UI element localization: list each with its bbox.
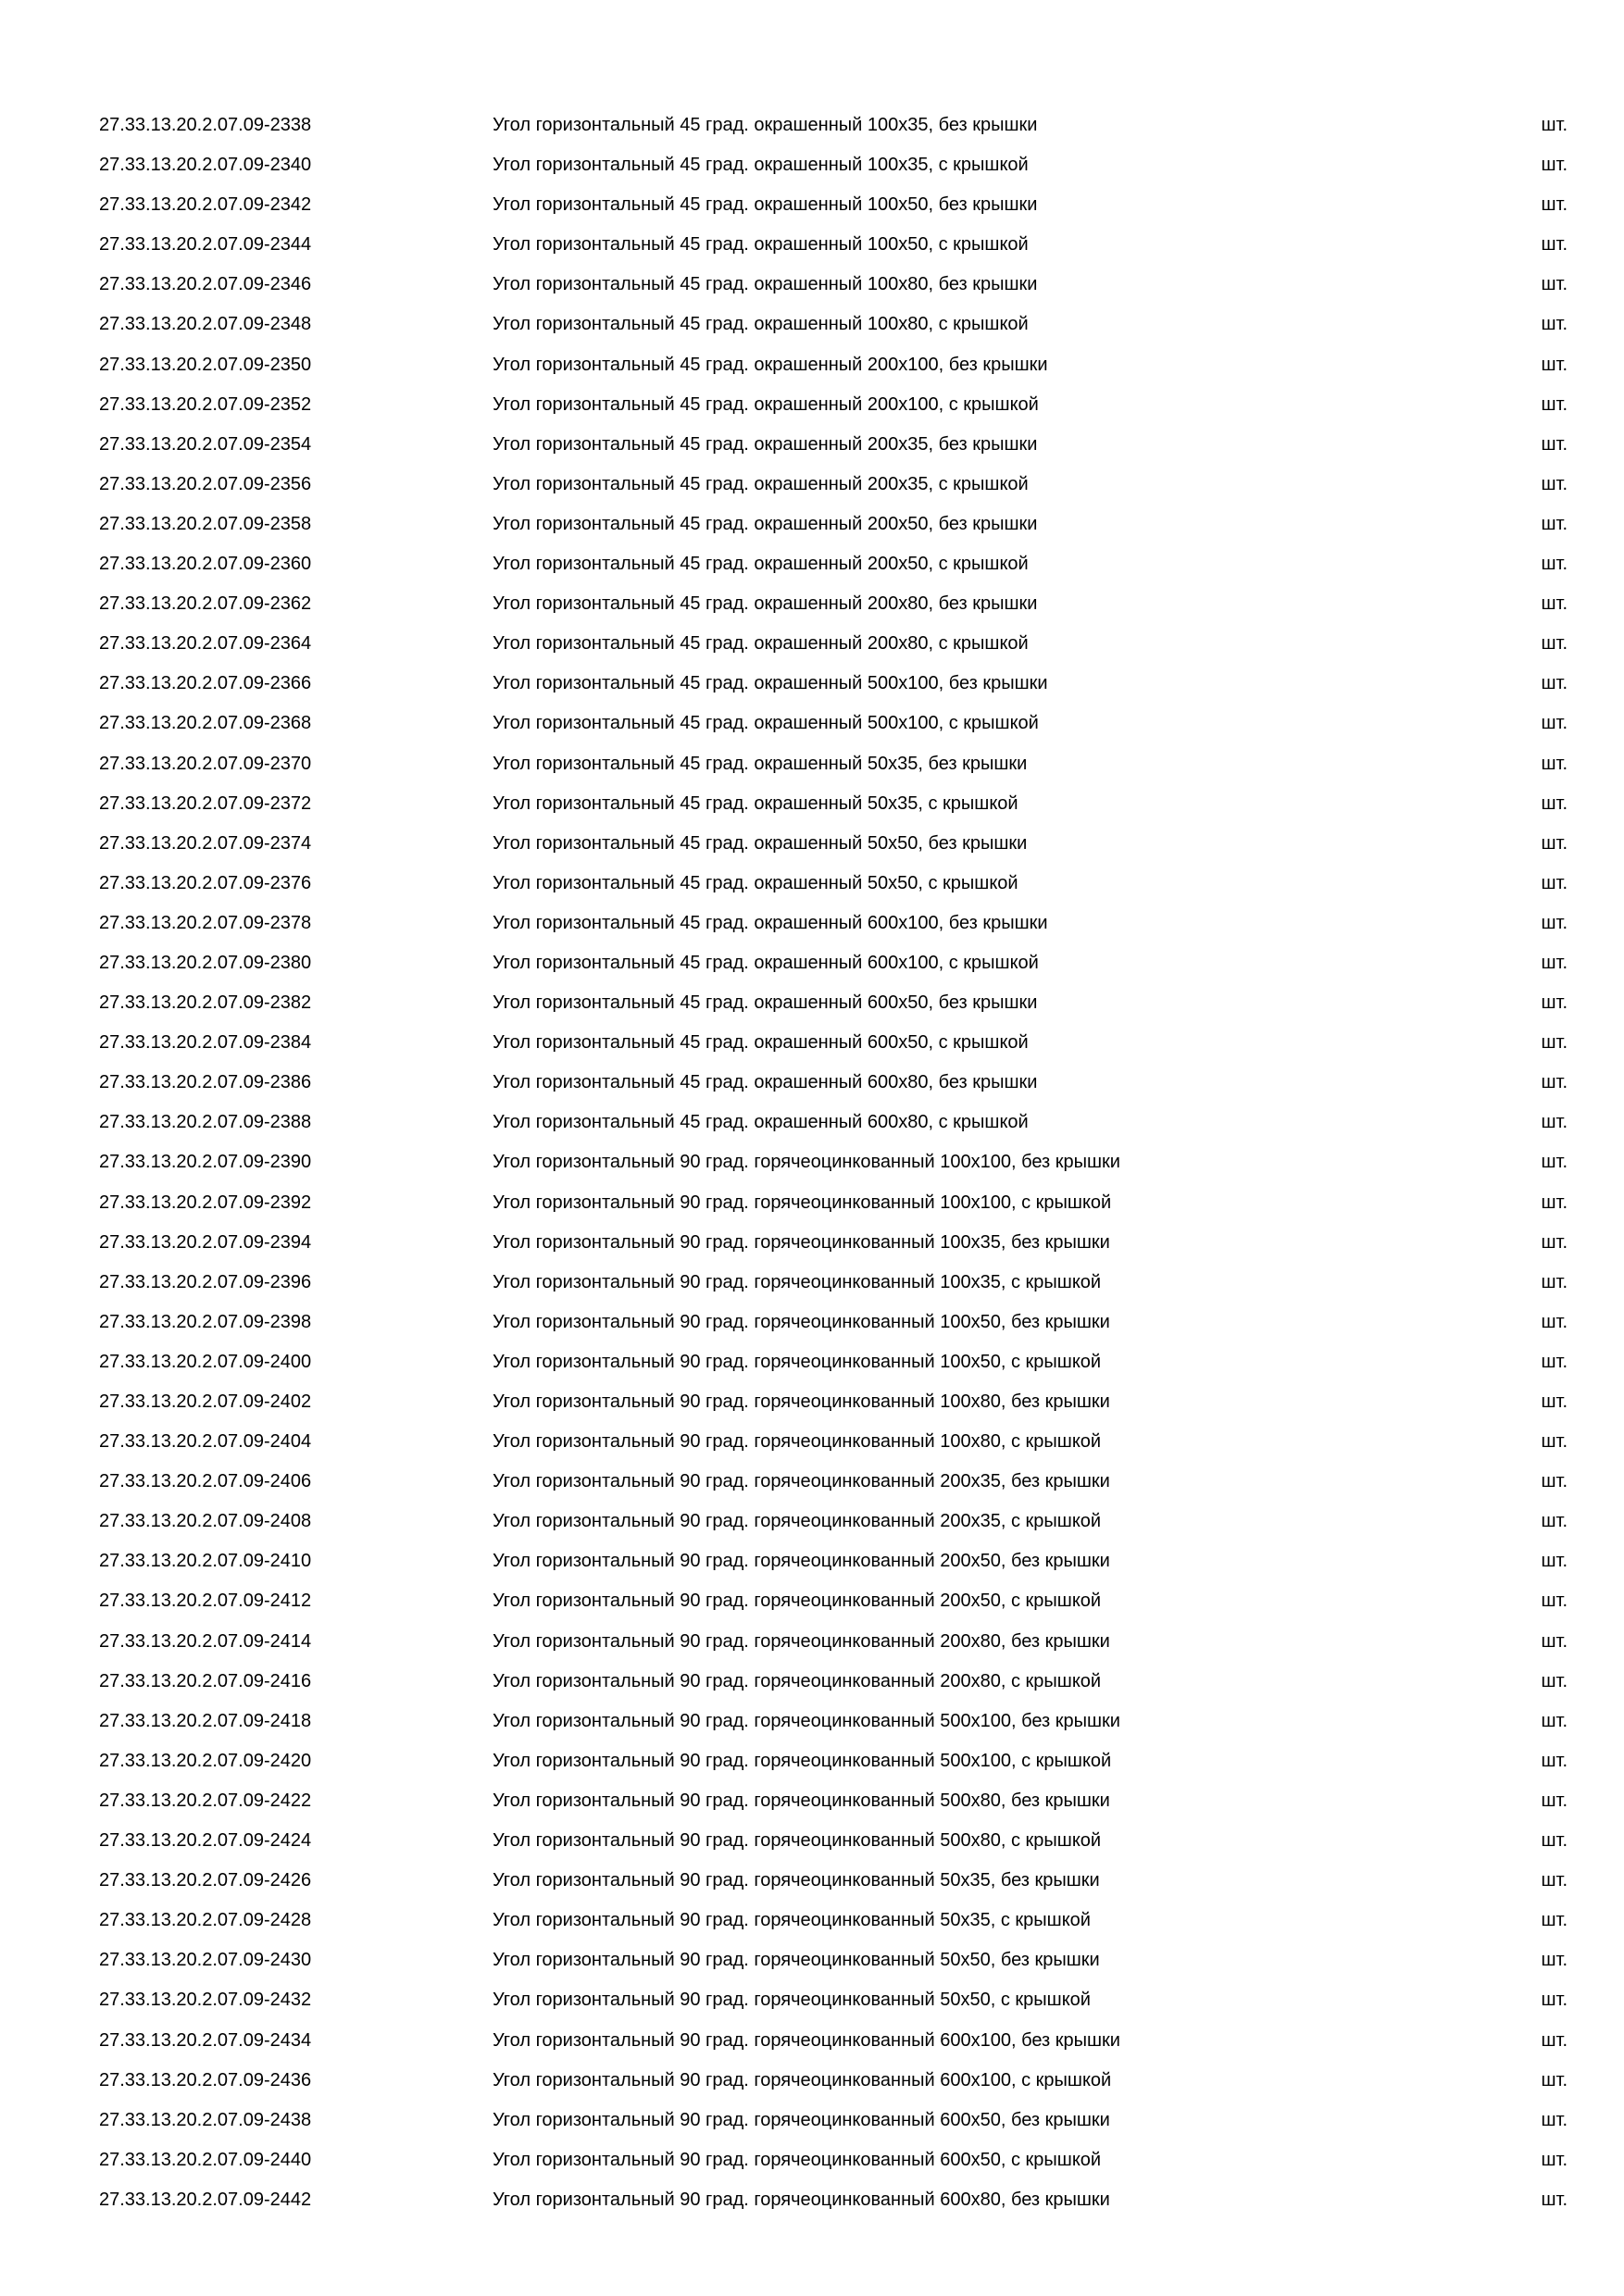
- item-name: Угол горизонтальный 90 град. горячеоцинкованный 600х50, с крышкой: [493, 2149, 1102, 2170]
- item-code: 27.33.13.20.2.07.09-2350: [99, 354, 312, 375]
- item-code: 27.33.13.20.2.07.09-2366: [99, 673, 312, 694]
- item-unit: шт.: [1541, 2189, 1568, 2210]
- item-code: 27.33.13.20.2.07.09-2360: [99, 554, 312, 575]
- item-unit: шт.: [1541, 1431, 1568, 1453]
- list-item: [0, 1462, 1624, 1502]
- item-name: Угол горизонтальный 90 град. горячеоцинкованный 100х50, с крышкой: [493, 1351, 1102, 1372]
- item-unit: шт.: [1541, 1710, 1568, 1731]
- item-code: 27.33.13.20.2.07.09-2364: [99, 633, 312, 655]
- item-unit: шт.: [1541, 2069, 1568, 2090]
- list-item: [0, 1901, 1624, 1940]
- item-name: Угол горизонтальный 45 град. окрашенный 100х50, с крышкой: [493, 234, 1029, 256]
- item-name: Угол горизонтальный 90 град. горячеоцинкованный 500х80, без крышки: [493, 1790, 1110, 1811]
- item-unit: шт.: [1541, 1670, 1568, 1691]
- item-code: 27.33.13.20.2.07.09-2346: [99, 274, 312, 295]
- item-name: Угол горизонтальный 45 град. окрашенный 200х100, без крышки: [493, 354, 1048, 375]
- list-item: [0, 185, 1624, 225]
- item-name: Угол горизонтальный 45 град. окрашенный 500х100, с крышкой: [493, 713, 1039, 734]
- list-item: [0, 106, 1624, 145]
- list-item: [0, 1541, 1624, 1581]
- item-unit: шт.: [1541, 314, 1568, 335]
- list-item: [0, 784, 1624, 824]
- item-unit: шт.: [1541, 593, 1568, 615]
- item-code: 27.33.13.20.2.07.09-2394: [99, 1231, 312, 1253]
- item-unit: шт.: [1541, 1231, 1568, 1253]
- item-code: 27.33.13.20.2.07.09-2418: [99, 1710, 312, 1731]
- item-unit: шт.: [1541, 1551, 1568, 1572]
- item-code: 27.33.13.20.2.07.09-2340: [99, 155, 312, 176]
- item-name: Угол горизонтальный 45 град. окрашенный 100х80, с крышкой: [493, 314, 1029, 335]
- item-unit: шт.: [1541, 1311, 1568, 1332]
- item-name: Угол горизонтальный 45 град. окрашенный 50х50, с крышкой: [493, 872, 1018, 893]
- item-unit: шт.: [1541, 1271, 1568, 1292]
- list-item: [0, 225, 1624, 265]
- item-unit: шт.: [1541, 1950, 1568, 1971]
- item-name: Угол горизонтальный 45 град. окрашенный 200х35, без крышки: [493, 433, 1038, 455]
- item-code: 27.33.13.20.2.07.09-2398: [99, 1311, 312, 1332]
- item-unit: шт.: [1541, 194, 1568, 216]
- list-item: [0, 505, 1624, 544]
- item-unit: шт.: [1541, 1630, 1568, 1652]
- list-item: [0, 824, 1624, 864]
- item-code: 27.33.13.20.2.07.09-2386: [99, 1072, 312, 1093]
- item-code: 27.33.13.20.2.07.09-2410: [99, 1551, 312, 1572]
- list-item: [0, 1382, 1624, 1422]
- list-item: [0, 704, 1624, 743]
- item-name: Угол горизонтальный 90 град. горячеоцинкованный 600х80, без крышки: [493, 2189, 1110, 2210]
- item-code: 27.33.13.20.2.07.09-2368: [99, 713, 312, 734]
- item-name: Угол горизонтальный 90 град. горячеоцинкованный 50х50, с крышкой: [493, 1990, 1091, 2011]
- item-code: 27.33.13.20.2.07.09-2396: [99, 1271, 312, 1292]
- item-unit: шт.: [1541, 1391, 1568, 1412]
- item-code: 27.33.13.20.2.07.09-2356: [99, 473, 312, 494]
- item-unit: шт.: [1541, 633, 1568, 655]
- item-unit: шт.: [1541, 234, 1568, 256]
- item-name: Угол горизонтальный 90 град. горячеоцинкованный 200х50, с крышкой: [493, 1591, 1102, 1612]
- item-unit: шт.: [1541, 115, 1568, 135]
- item-name: Угол горизонтальный 45 град. окрашенный 600х50, без крышки: [493, 992, 1038, 1014]
- item-name: Угол горизонтальный 45 град. окрашенный 600х80, с крышкой: [493, 1112, 1029, 1133]
- item-code: 27.33.13.20.2.07.09-2438: [99, 2109, 312, 2130]
- item-unit: шт.: [1541, 832, 1568, 854]
- item-unit: шт.: [1541, 554, 1568, 575]
- item-name: Угол горизонтальный 45 град. окрашенный 200х50, с крышкой: [493, 554, 1029, 575]
- item-name: Угол горизонтальный 45 град. окрашенный 200х35, с крышкой: [493, 473, 1029, 494]
- item-name: Угол горизонтальный 90 град. горячеоцинкованный 100х80, без крышки: [493, 1391, 1110, 1412]
- item-name: Угол горизонтальный 45 град. окрашенный 50х35, без крышки: [493, 753, 1028, 774]
- item-code: 27.33.13.20.2.07.09-2426: [99, 1870, 312, 1891]
- item-name: Угол горизонтальный 90 град. горячеоцинкованный 100х35, с крышкой: [493, 1271, 1102, 1292]
- item-code: 27.33.13.20.2.07.09-2358: [99, 513, 312, 534]
- list-item: [0, 1581, 1624, 1621]
- item-unit: шт.: [1541, 433, 1568, 455]
- list-item: [0, 624, 1624, 664]
- item-name: Угол горизонтальный 45 град. окрашенный 50х50, без крышки: [493, 832, 1028, 854]
- item-unit: шт.: [1541, 992, 1568, 1014]
- item-code: 27.33.13.20.2.07.09-2384: [99, 1032, 312, 1054]
- list-item: [0, 2101, 1624, 2140]
- item-name: Угол горизонтальный 90 град. горячеоцинкованный 100х80, с крышкой: [493, 1431, 1102, 1453]
- item-unit: шт.: [1541, 753, 1568, 774]
- item-name: Угол горизонтальный 45 град. окрашенный 200х50, без крышки: [493, 513, 1038, 534]
- list-item: [0, 943, 1624, 983]
- item-code: 27.33.13.20.2.07.09-2402: [99, 1391, 312, 1412]
- item-unit: шт.: [1541, 1072, 1568, 1093]
- item-name: Угол горизонтальный 90 град. горячеоцинкованный 50х50, без крышки: [493, 1950, 1100, 1971]
- item-name: Угол горизонтальный 90 град. горячеоцинкованный 200х35, с крышкой: [493, 1511, 1102, 1532]
- item-unit: шт.: [1541, 872, 1568, 893]
- item-code: 27.33.13.20.2.07.09-2362: [99, 593, 312, 615]
- list-item: [0, 385, 1624, 425]
- item-unit: шт.: [1541, 1870, 1568, 1891]
- item-name: Угол горизонтальный 90 град. горячеоцинкованный 600х100, с крышкой: [493, 2069, 1112, 2090]
- item-code: 27.33.13.20.2.07.09-2376: [99, 872, 312, 893]
- item-unit: шт.: [1541, 912, 1568, 933]
- list-item: [0, 2021, 1624, 2061]
- item-name: Угол горизонтальный 45 град. окрашенный 600х50, с крышкой: [493, 1032, 1029, 1054]
- list-item: [0, 1342, 1624, 1382]
- item-code: 27.33.13.20.2.07.09-2344: [99, 234, 312, 256]
- item-unit: шт.: [1541, 1112, 1568, 1133]
- item-name: Угол горизонтальный 90 град. горячеоцинкованный 100х35, без крышки: [493, 1231, 1110, 1253]
- list-item: [0, 1861, 1624, 1901]
- item-code: 27.33.13.20.2.07.09-2404: [99, 1431, 312, 1453]
- item-unit: шт.: [1541, 473, 1568, 494]
- item-code: 27.33.13.20.2.07.09-2422: [99, 1790, 312, 1811]
- list-item: [0, 864, 1624, 904]
- item-unit: шт.: [1541, 354, 1568, 375]
- item-code: 27.33.13.20.2.07.09-2400: [99, 1351, 312, 1372]
- list-item: [0, 1103, 1624, 1142]
- item-unit: шт.: [1541, 2029, 1568, 2051]
- item-code: 27.33.13.20.2.07.09-2374: [99, 832, 312, 854]
- list-item: [0, 1183, 1624, 1223]
- item-name: Угол горизонтальный 45 град. окрашенный 500х100, без крышки: [493, 673, 1048, 694]
- item-code: 27.33.13.20.2.07.09-2406: [99, 1471, 312, 1492]
- item-unit: шт.: [1541, 1471, 1568, 1492]
- list-item: [0, 904, 1624, 943]
- list-item: [0, 2180, 1624, 2220]
- item-code: 27.33.13.20.2.07.09-2416: [99, 1670, 312, 1691]
- item-unit: шт.: [1541, 1910, 1568, 1931]
- list-item: [0, 1781, 1624, 1821]
- list-item: [0, 664, 1624, 704]
- item-unit: шт.: [1541, 2149, 1568, 2170]
- item-code: 27.33.13.20.2.07.09-2348: [99, 314, 312, 335]
- item-name: Угол горизонтальный 90 град. горячеоцинкованный 200х80, с крышкой: [493, 1670, 1102, 1691]
- list-item: [0, 983, 1624, 1023]
- item-unit: шт.: [1541, 1032, 1568, 1054]
- item-code: 27.33.13.20.2.07.09-2354: [99, 433, 312, 455]
- list-item: [0, 265, 1624, 305]
- item-name: Угол горизонтальный 45 град. окрашенный 200х100, с крышкой: [493, 393, 1039, 415]
- list-item: [0, 584, 1624, 624]
- item-unit: шт.: [1541, 1830, 1568, 1852]
- item-name: Угол горизонтальный 45 град. окрашенный 100х50, без крышки: [493, 194, 1038, 216]
- item-code: 27.33.13.20.2.07.09-2378: [99, 912, 312, 933]
- list-item: [0, 744, 1624, 784]
- item-name: Угол горизонтальный 90 град. горячеоцинкованный 100х100, без крышки: [493, 1152, 1120, 1173]
- item-name: Угол горизонтальный 45 град. окрашенный 100х35, без крышки: [493, 115, 1038, 135]
- item-unit: шт.: [1541, 1351, 1568, 1372]
- item-code: 27.33.13.20.2.07.09-2392: [99, 1192, 312, 1213]
- item-unit: шт.: [1541, 1511, 1568, 1532]
- item-name: Угол горизонтальный 45 град. окрашенный 600х80, без крышки: [493, 1072, 1038, 1093]
- item-name: Угол горизонтальный 90 град. горячеоцинкованный 200х80, без крышки: [493, 1630, 1110, 1652]
- item-name: Угол горизонтальный 45 град. окрашенный 200х80, без крышки: [493, 593, 1038, 615]
- item-unit: шт.: [1541, 1750, 1568, 1771]
- item-unit: шт.: [1541, 1152, 1568, 1173]
- list-item: [0, 465, 1624, 505]
- list-item: [0, 145, 1624, 185]
- item-code: 27.33.13.20.2.07.09-2382: [99, 992, 312, 1014]
- item-unit: шт.: [1541, 673, 1568, 694]
- list-item: [0, 1662, 1624, 1702]
- item-code: 27.33.13.20.2.07.09-2372: [99, 792, 312, 814]
- item-code: 27.33.13.20.2.07.09-2380: [99, 952, 312, 973]
- item-code: 27.33.13.20.2.07.09-2390: [99, 1152, 312, 1173]
- list-item: [0, 305, 1624, 344]
- item-unit: шт.: [1541, 1591, 1568, 1612]
- item-code: 27.33.13.20.2.07.09-2420: [99, 1750, 312, 1771]
- list-item: [0, 1263, 1624, 1303]
- item-name: Угол горизонтальный 90 град. горячеоцинкованный 600х50, без крышки: [493, 2109, 1110, 2130]
- item-unit: шт.: [1541, 1790, 1568, 1811]
- list-item: [0, 1303, 1624, 1342]
- item-code: 27.33.13.20.2.07.09-2434: [99, 2029, 312, 2051]
- item-name: Угол горизонтальный 90 град. горячеоцинкованный 100х50, без крышки: [493, 1311, 1110, 1332]
- list-item: [0, 544, 1624, 584]
- item-unit: шт.: [1541, 713, 1568, 734]
- item-code: 27.33.13.20.2.07.09-2436: [99, 2069, 312, 2090]
- item-name: Угол горизонтальный 90 град. горячеоцинкованный 50х35, с крышкой: [493, 1910, 1091, 1931]
- item-unit: шт.: [1541, 1192, 1568, 1213]
- item-code: 27.33.13.20.2.07.09-2412: [99, 1591, 312, 1612]
- item-name: Угол горизонтальный 90 град. горячеоцинкованный 500х100, с крышкой: [493, 1750, 1112, 1771]
- item-code: 27.33.13.20.2.07.09-2388: [99, 1112, 312, 1133]
- item-code: 27.33.13.20.2.07.09-2442: [99, 2189, 312, 2210]
- item-name: Угол горизонтальный 45 град. окрашенный 100х35, с крышкой: [493, 155, 1029, 176]
- item-unit: шт.: [1541, 2109, 1568, 2130]
- list-item: [0, 1023, 1624, 1063]
- item-unit: шт.: [1541, 393, 1568, 415]
- item-list: [0, 106, 1624, 2220]
- item-code: 27.33.13.20.2.07.09-2414: [99, 1630, 312, 1652]
- item-code: 27.33.13.20.2.07.09-2338: [99, 115, 312, 135]
- list-item: [0, 1702, 1624, 1741]
- item-name: Угол горизонтальный 45 град. окрашенный 200х80, с крышкой: [493, 633, 1029, 655]
- item-name: Угол горизонтальный 45 град. окрашенный 50х35, с крышкой: [493, 792, 1018, 814]
- item-unit: шт.: [1541, 792, 1568, 814]
- list-item: [0, 425, 1624, 465]
- list-item: [0, 1821, 1624, 1861]
- list-item: [0, 1223, 1624, 1263]
- item-code: 27.33.13.20.2.07.09-2440: [99, 2149, 312, 2170]
- item-name: Угол горизонтальный 90 град. горячеоцинкованный 500х100, без крышки: [493, 1710, 1120, 1731]
- item-name: Угол горизонтальный 90 град. горячеоцинкованный 600х100, без крышки: [493, 2029, 1120, 2051]
- list-item: [0, 345, 1624, 385]
- item-unit: шт.: [1541, 1990, 1568, 2011]
- item-code: 27.33.13.20.2.07.09-2424: [99, 1830, 312, 1852]
- list-item: [0, 1422, 1624, 1462]
- item-unit: шт.: [1541, 952, 1568, 973]
- item-code: 27.33.13.20.2.07.09-2432: [99, 1990, 312, 2011]
- item-code: 27.33.13.20.2.07.09-2342: [99, 194, 312, 216]
- item-code: 27.33.13.20.2.07.09-2430: [99, 1950, 312, 1971]
- item-code: 27.33.13.20.2.07.09-2408: [99, 1511, 312, 1532]
- item-unit: шт.: [1541, 274, 1568, 295]
- item-name: Угол горизонтальный 45 град. окрашенный 100х80, без крышки: [493, 274, 1038, 295]
- item-unit: шт.: [1541, 155, 1568, 176]
- list-item: [0, 1142, 1624, 1182]
- item-name: Угол горизонтальный 90 град. горячеоцинкованный 500х80, с крышкой: [493, 1830, 1102, 1852]
- list-item: [0, 1940, 1624, 1980]
- item-name: Угол горизонтальный 90 град. горячеоцинкованный 50х35, без крышки: [493, 1870, 1100, 1891]
- list-item: [0, 1502, 1624, 1541]
- list-item: [0, 1063, 1624, 1103]
- item-code: 27.33.13.20.2.07.09-2370: [99, 753, 312, 774]
- item-code: 27.33.13.20.2.07.09-2428: [99, 1910, 312, 1931]
- item-code: 27.33.13.20.2.07.09-2352: [99, 393, 312, 415]
- list-item: [0, 2061, 1624, 2101]
- item-name: Угол горизонтальный 90 град. горячеоцинкованный 200х35, без крышки: [493, 1471, 1110, 1492]
- item-name: Угол горизонтальный 45 град. окрашенный 600х100, с крышкой: [493, 952, 1039, 973]
- list-item: [0, 1980, 1624, 2020]
- item-name: Угол горизонтальный 90 град. горячеоцинкованный 100х100, с крышкой: [493, 1192, 1112, 1213]
- list-item: [0, 1622, 1624, 1662]
- item-unit: шт.: [1541, 513, 1568, 534]
- list-item: [0, 2140, 1624, 2180]
- list-item: [0, 1741, 1624, 1781]
- item-name: Угол горизонтальный 45 град. окрашенный 600х100, без крышки: [493, 912, 1048, 933]
- item-name: Угол горизонтальный 90 град. горячеоцинкованный 200х50, без крышки: [493, 1551, 1110, 1572]
